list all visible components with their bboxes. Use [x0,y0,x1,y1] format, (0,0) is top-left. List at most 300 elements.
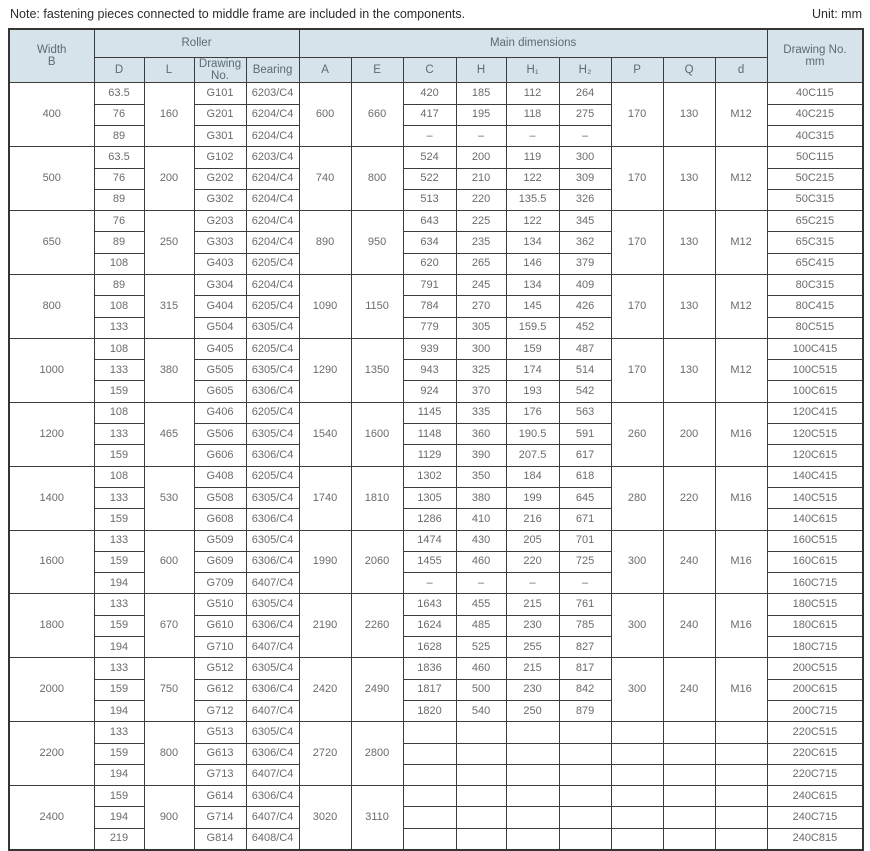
cell-drawing-code: 140C415 [767,466,863,487]
cell-dim-a: 1540 [299,402,351,466]
cell-dim-q [663,722,715,743]
cell-dim-h1: 118 [506,104,559,125]
cell-dim-q: 130 [663,211,715,275]
cell-dim-h: 185 [456,83,506,104]
cell-dim-a: 890 [299,211,351,275]
cell-dim-c: – [403,573,456,594]
cell-dim-h1: 216 [506,509,559,530]
cell-dim-h [456,807,506,828]
cell-dim-d [715,764,767,785]
col-header-d: D [94,57,144,83]
cell-dim-h [456,764,506,785]
cell-dim-h: 270 [456,296,506,317]
cell-dim-c: 1624 [403,615,456,636]
cell-dim-h: 460 [456,551,506,572]
cell-dim-h [456,743,506,764]
cell-bearing: 6204/C4 [246,125,299,146]
cell-dim-h: 235 [456,232,506,253]
cell-dim-h2: 617 [559,445,611,466]
cell-roller-d: 194 [94,573,144,594]
cell-dim-h [456,828,506,849]
cell-dim-h2: 785 [559,615,611,636]
cell-dim-a: 740 [299,147,351,211]
col-header-drawing-no-mm [767,29,863,83]
cell-roller-d: 194 [94,764,144,785]
cell-dim-p: 170 [611,274,663,338]
cell-dim-h1: 145 [506,296,559,317]
cell-bearing: 6305/C4 [246,317,299,338]
cell-dim-e: 1350 [351,338,403,402]
drawing-no-mm-line2: mm [805,56,825,69]
cell-drawing-code: 140C615 [767,509,863,530]
cell-bearing: 6205/C4 [246,402,299,423]
cell-roller-drawing-no: G101 [194,83,246,104]
cell-dim-h2: 671 [559,509,611,530]
cell-dim-h1: 255 [506,637,559,658]
cell-dim-h: 350 [456,466,506,487]
cell-bearing: 6306/C4 [246,743,299,764]
cell-width-b: 1200 [9,402,94,466]
cell-dim-c: 939 [403,338,456,359]
cell-dim-d: M16 [715,594,767,658]
cell-bearing: 6305/C4 [246,424,299,445]
cell-roller-drawing-no: G613 [194,743,246,764]
cell-bearing: 6407/C4 [246,700,299,721]
cell-dim-c: 1305 [403,487,456,508]
cell-roller-drawing-no: G710 [194,637,246,658]
col-header-bearing: Bearing [246,57,299,83]
cell-dim-h1: 250 [506,700,559,721]
cell-bearing: 6205/C4 [246,338,299,359]
cell-drawing-code: 160C715 [767,573,863,594]
cell-drawing-code: 50C315 [767,189,863,210]
cell-bearing: 6306/C4 [246,615,299,636]
cell-dim-h: 335 [456,402,506,423]
cell-dim-h: 460 [456,658,506,679]
cell-width-b: 1000 [9,338,94,402]
cell-roller-d: 159 [94,445,144,466]
col-header-p: P [611,57,663,83]
cell-drawing-code: 200C515 [767,658,863,679]
col-header-drawing-no: Drawing No. [194,57,246,83]
cell-roller-d: 76 [94,211,144,232]
cell-dim-a: 600 [299,83,351,147]
cell-dim-c: 1286 [403,509,456,530]
cell-roller-l: 900 [144,786,194,850]
cell-drawing-code: 120C515 [767,424,863,445]
cell-dim-a: 3020 [299,786,351,850]
cell-bearing: 6306/C4 [246,381,299,402]
table-row [9,83,863,104]
cell-dim-d [715,722,767,743]
cell-dim-p [611,764,663,785]
cell-dim-p [611,722,663,743]
cell-dim-h2: – [559,125,611,146]
cell-dim-h2: 326 [559,189,611,210]
cell-dim-q [663,807,715,828]
cell-width-b: 1400 [9,466,94,530]
cell-width-b: 2000 [9,658,94,722]
cell-dim-c: 924 [403,381,456,402]
cell-bearing: 6203/C4 [246,147,299,168]
cell-bearing: 6407/C4 [246,764,299,785]
cell-dim-h2 [559,743,611,764]
cell-dim-q: 200 [663,402,715,466]
cell-dim-p: 170 [611,147,663,211]
cell-roller-d: 108 [94,338,144,359]
cell-dim-a: 2720 [299,722,351,786]
cell-roller-drawing-no: G406 [194,402,246,423]
cell-dim-h1: 220 [506,551,559,572]
cell-dim-h: 430 [456,530,506,551]
cell-drawing-code: 220C615 [767,743,863,764]
cell-roller-d: 108 [94,253,144,274]
cell-dim-h2 [559,764,611,785]
cell-dim-h1 [506,786,559,807]
cell-roller-d: 76 [94,168,144,189]
cell-dim-e: 2490 [351,658,403,722]
cell-dim-h1 [506,828,559,849]
table-row [9,828,863,849]
cell-dim-h2: 701 [559,530,611,551]
cell-drawing-code: 160C515 [767,530,863,551]
cell-dim-c: 1302 [403,466,456,487]
cell-roller-d: 194 [94,700,144,721]
cell-roller-d: 194 [94,637,144,658]
cell-drawing-code: 240C815 [767,828,863,849]
cell-dim-d: M12 [715,338,767,402]
col-header-h1: H₁ [506,57,559,83]
cell-dim-h1: 174 [506,360,559,381]
cell-dim-h1: 134 [506,232,559,253]
cell-dim-h1 [506,743,559,764]
cell-roller-d: 133 [94,360,144,381]
cell-roller-d: 194 [94,807,144,828]
cell-dim-p [611,828,663,849]
cell-roller-drawing-no: G709 [194,573,246,594]
unit-label: Unit: mm [812,7,862,21]
cell-dim-h2: 725 [559,551,611,572]
cell-roller-drawing-no: G605 [194,381,246,402]
cell-roller-d: 133 [94,424,144,445]
cell-dim-h1: 176 [506,402,559,423]
cell-bearing: 6204/C4 [246,274,299,295]
cell-dim-h2: 426 [559,296,611,317]
table-row [9,764,863,785]
cell-drawing-code: 220C515 [767,722,863,743]
cell-drawing-code: 240C715 [767,807,863,828]
cell-dim-h2: 275 [559,104,611,125]
cell-dim-d [715,786,767,807]
cell-dim-c: 417 [403,104,456,125]
cell-dim-h1: 193 [506,381,559,402]
cell-width-b: 800 [9,274,94,338]
cell-dim-h2: 879 [559,700,611,721]
cell-roller-d: 108 [94,466,144,487]
cell-dim-h2: 309 [559,168,611,189]
cell-bearing: 6306/C4 [246,551,299,572]
cell-bearing: 6203/C4 [246,83,299,104]
cell-roller-drawing-no: G508 [194,487,246,508]
cell-bearing: 6306/C4 [246,445,299,466]
cell-dim-h2: 487 [559,338,611,359]
cell-dim-h1: 199 [506,487,559,508]
cell-dim-a: 1990 [299,530,351,594]
cell-bearing: 6204/C4 [246,168,299,189]
cell-bearing: 6407/C4 [246,573,299,594]
cell-drawing-code: 65C415 [767,253,863,274]
width-b-line2: B [47,56,56,69]
cell-roller-l: 750 [144,658,194,722]
cell-bearing: 6305/C4 [246,530,299,551]
cell-dim-e: 1810 [351,466,403,530]
cell-dim-q: 130 [663,83,715,147]
cell-dim-c: 1820 [403,700,456,721]
cell-dim-e: 2260 [351,594,403,658]
cell-dim-c: 524 [403,147,456,168]
cell-dim-p: 170 [611,338,663,402]
cell-dim-h [456,722,506,743]
cell-dim-h: 410 [456,509,506,530]
cell-dim-h1: 122 [506,211,559,232]
cell-dim-q: 130 [663,147,715,211]
cell-dim-h: 325 [456,360,506,381]
table-row [9,722,863,743]
cell-bearing: 6205/C4 [246,296,299,317]
cell-dim-h2: 379 [559,253,611,274]
cell-drawing-code: 50C115 [767,147,863,168]
cell-dim-d [715,828,767,849]
cell-width-b: 650 [9,211,94,275]
cell-dim-d: M16 [715,530,767,594]
cell-dim-h1 [506,722,559,743]
cell-dim-e: 660 [351,83,403,147]
cell-dim-e: 950 [351,211,403,275]
cell-roller-drawing-no: G203 [194,211,246,232]
cell-roller-drawing-no: G504 [194,317,246,338]
cell-dim-q: 240 [663,658,715,722]
cell-dim-h: 245 [456,274,506,295]
cell-dim-d: M16 [715,402,767,466]
cell-dim-d: M16 [715,658,767,722]
note-text: Note: fastening pieces connected to middle frame are included in the components. [10,7,466,21]
cell-dim-q [663,764,715,785]
cell-dim-p: 260 [611,402,663,466]
cell-dim-a: 2190 [299,594,351,658]
cell-roller-l: 200 [144,147,194,211]
cell-drawing-code: 220C715 [767,764,863,785]
cell-roller-drawing-no: G201 [194,104,246,125]
cell-bearing: 6205/C4 [246,253,299,274]
cell-roller-d: 159 [94,509,144,530]
cell-drawing-code: 100C415 [767,338,863,359]
cell-dim-p: 300 [611,530,663,594]
cell-bearing: 6306/C4 [246,509,299,530]
cell-dim-c: 420 [403,83,456,104]
cell-dim-h: 225 [456,211,506,232]
cell-drawing-code: 200C615 [767,679,863,700]
cell-drawing-code: 180C715 [767,637,863,658]
cell-roller-drawing-no: G302 [194,189,246,210]
cell-drawing-code: 180C615 [767,615,863,636]
cell-dim-h1: 184 [506,466,559,487]
cell-dim-c: 1836 [403,658,456,679]
col-header-width-b [9,29,94,83]
cell-dim-h2 [559,722,611,743]
cell-dim-h2: 362 [559,232,611,253]
cell-dim-h1: – [506,573,559,594]
cell-drawing-code: 180C515 [767,594,863,615]
cell-bearing: 6306/C4 [246,679,299,700]
cell-dim-d: M12 [715,274,767,338]
cell-dim-h2: 827 [559,637,611,658]
cell-roller-drawing-no: G408 [194,466,246,487]
cell-dim-c: 791 [403,274,456,295]
cell-dim-d: M12 [715,211,767,275]
cell-dim-c: 1817 [403,679,456,700]
cell-dim-c [403,828,456,849]
cell-dim-c: 1145 [403,402,456,423]
cell-roller-d: 63.5 [94,83,144,104]
cell-dim-p [611,743,663,764]
cell-width-b: 2200 [9,722,94,786]
cell-dim-h: 500 [456,679,506,700]
cell-roller-l: 530 [144,466,194,530]
cell-dim-a: 1740 [299,466,351,530]
cell-width-b: 1800 [9,594,94,658]
cell-drawing-code: 160C615 [767,551,863,572]
cell-dim-h2 [559,786,611,807]
cell-dim-c: – [403,125,456,146]
cell-drawing-code: 120C615 [767,445,863,466]
drawing-no-mm-line1: Drawing No. [783,43,847,56]
cell-roller-d: 89 [94,232,144,253]
cell-roller-d: 159 [94,551,144,572]
cell-dim-c [403,807,456,828]
cell-dim-d: M12 [715,147,767,211]
cell-dim-e: 800 [351,147,403,211]
cell-dim-h: 540 [456,700,506,721]
cell-dim-d: M16 [715,466,767,530]
cell-dim-h2: 409 [559,274,611,295]
cell-dim-h1: 119 [506,147,559,168]
cell-roller-drawing-no: G301 [194,125,246,146]
cell-drawing-code: 65C215 [767,211,863,232]
cell-dim-c [403,764,456,785]
cell-bearing: 6305/C4 [246,487,299,508]
cell-drawing-code: 80C515 [767,317,863,338]
cell-dim-q: 220 [663,466,715,530]
cell-dim-a: 1290 [299,338,351,402]
cell-dim-h: 390 [456,445,506,466]
cell-dim-h: 200 [456,147,506,168]
cell-dim-q: 240 [663,530,715,594]
cell-roller-d: 108 [94,296,144,317]
cell-width-b: 400 [9,83,94,147]
cell-dim-h1: 215 [506,594,559,615]
cell-roller-drawing-no: G512 [194,658,246,679]
cell-roller-l: 600 [144,530,194,594]
cell-roller-d: 133 [94,658,144,679]
cell-dim-p: 300 [611,658,663,722]
cell-dim-c: 522 [403,168,456,189]
cell-roller-d: 63.5 [94,147,144,168]
cell-dim-c: 1148 [403,424,456,445]
cell-roller-d: 159 [94,381,144,402]
cell-dim-h2: 452 [559,317,611,338]
cell-roller-drawing-no: G513 [194,722,246,743]
cell-dim-h: 525 [456,637,506,658]
cell-roller-drawing-no: G506 [194,424,246,445]
cell-dim-h1 [506,764,559,785]
cell-dim-h1: 207.5 [506,445,559,466]
cell-roller-drawing-no: G510 [194,594,246,615]
cell-dim-h: – [456,573,506,594]
cell-dim-h: 360 [456,424,506,445]
table-row [9,530,863,551]
width-b-line1: Width [37,43,67,56]
table-row [9,402,863,423]
cell-dim-d [715,807,767,828]
cell-dim-e: 2060 [351,530,403,594]
cell-dim-h2: 345 [559,211,611,232]
table-row [9,658,863,679]
cell-dim-h: 485 [456,615,506,636]
cell-dim-h1: 215 [506,658,559,679]
cell-roller-l: 160 [144,83,194,147]
cell-dim-h1: 230 [506,679,559,700]
cell-dim-c: 620 [403,253,456,274]
table-row [9,743,863,764]
cell-dim-q: 130 [663,338,715,402]
cell-bearing: 6408/C4 [246,828,299,849]
cell-roller-d: 108 [94,402,144,423]
cell-roller-drawing-no: G609 [194,551,246,572]
cell-dim-e: 3110 [351,786,403,850]
cell-dim-c [403,743,456,764]
cell-drawing-code: 50C215 [767,168,863,189]
cell-drawing-code: 40C215 [767,104,863,125]
cell-dim-h2: 591 [559,424,611,445]
cell-bearing: 6204/C4 [246,189,299,210]
cell-dim-h: 380 [456,487,506,508]
cell-roller-d: 89 [94,274,144,295]
cell-dim-q: 240 [663,594,715,658]
cell-roller-drawing-no: G405 [194,338,246,359]
cell-dim-c: 1628 [403,637,456,658]
cell-roller-drawing-no: G714 [194,807,246,828]
col-header-c: C [403,57,456,83]
cell-roller-d: 89 [94,189,144,210]
cell-dim-p: 300 [611,594,663,658]
cell-roller-drawing-no: G610 [194,615,246,636]
cell-roller-d: 159 [94,786,144,807]
cell-dim-e: 1600 [351,402,403,466]
cell-width-b: 2400 [9,786,94,850]
cell-dim-c: 784 [403,296,456,317]
cell-bearing: 6205/C4 [246,466,299,487]
cell-dim-a: 2420 [299,658,351,722]
cell-dim-p [611,807,663,828]
cell-dim-h1: 159.5 [506,317,559,338]
cell-roller-drawing-no: G814 [194,828,246,849]
cell-roller-drawing-no: G713 [194,764,246,785]
cell-width-b: 500 [9,147,94,211]
cell-bearing: 6204/C4 [246,211,299,232]
cell-dim-h1: 146 [506,253,559,274]
cell-roller-drawing-no: G102 [194,147,246,168]
cell-bearing: 6407/C4 [246,807,299,828]
